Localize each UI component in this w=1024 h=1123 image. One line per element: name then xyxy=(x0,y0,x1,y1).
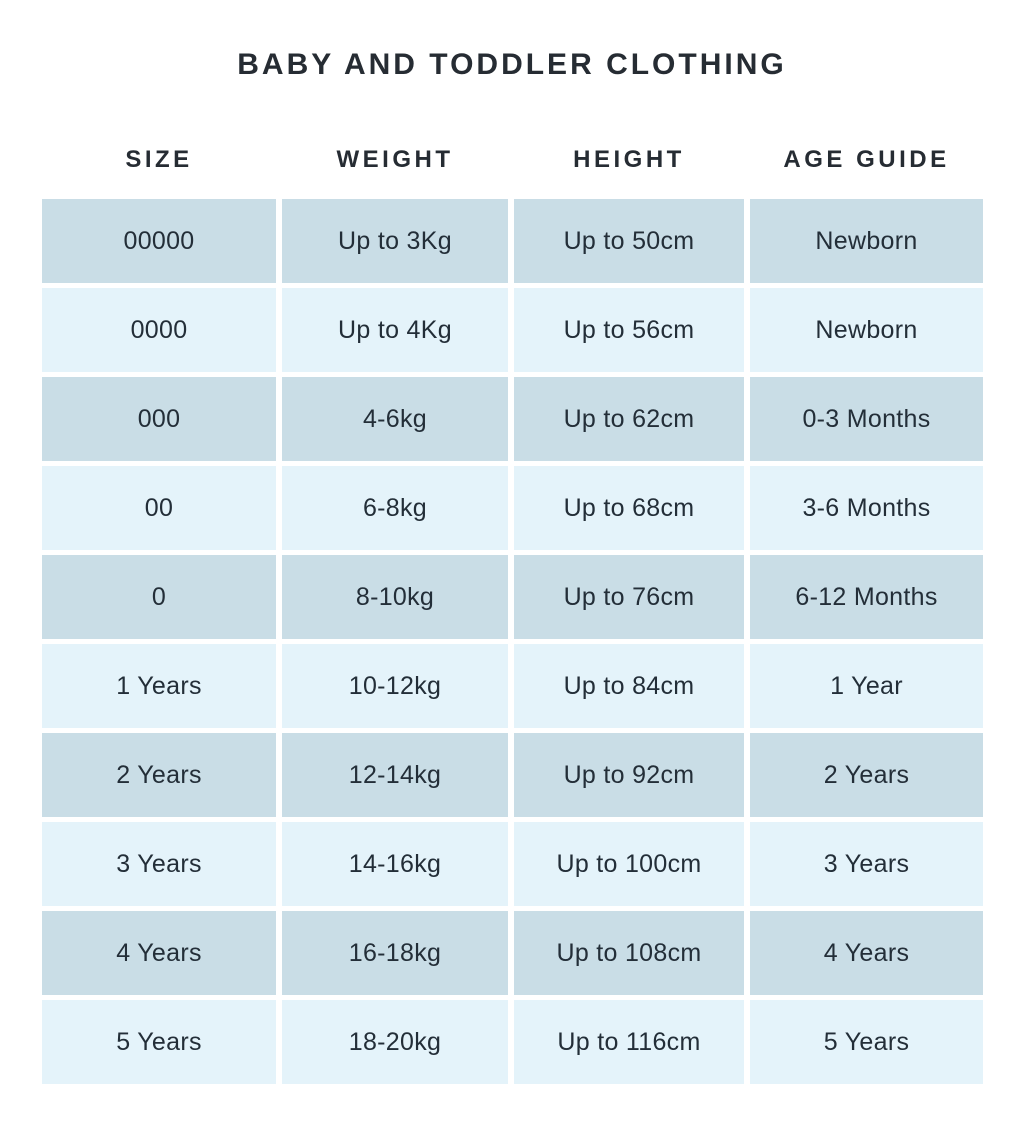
age-cell: 2 Years xyxy=(750,733,983,817)
size-table xyxy=(0,199,1024,1084)
weight-cell: Up to 4Kg xyxy=(282,288,508,372)
height-cell: Up to 92cm xyxy=(514,733,744,817)
age-cell: 3-6 Months xyxy=(750,466,983,550)
height-cell: Up to 84cm xyxy=(514,644,744,728)
height-cell: Up to 108cm xyxy=(514,911,744,995)
table-row xyxy=(42,377,983,461)
height-cell: Up to 76cm xyxy=(514,555,744,639)
size-cell: 0000 xyxy=(42,288,276,372)
table-row xyxy=(42,555,983,639)
height-cell: Up to 116cm xyxy=(514,1000,744,1084)
table-row xyxy=(42,911,983,995)
weight-cell: 6-8kg xyxy=(282,466,508,550)
size-cell: 0 xyxy=(42,555,276,639)
column-header-height: HEIGHT xyxy=(573,145,685,173)
age-cell: 4 Years xyxy=(750,911,983,995)
height-cell: Up to 62cm xyxy=(514,377,744,461)
weight-cell: Up to 3Kg xyxy=(282,199,508,283)
age-cell: 5 Years xyxy=(750,1000,983,1084)
table-row xyxy=(42,466,983,550)
weight-cell: 16-18kg xyxy=(282,911,508,995)
height-cell: Up to 68cm xyxy=(514,466,744,550)
table-row xyxy=(42,199,983,283)
size-cell: 4 Years xyxy=(42,911,276,995)
age-cell: Newborn xyxy=(750,288,983,372)
table-row xyxy=(42,822,983,906)
column-header-size: SIZE xyxy=(125,145,193,173)
size-cell: 000 xyxy=(42,377,276,461)
page-title: BABY AND TODDLER CLOTHING xyxy=(237,48,787,81)
table-row xyxy=(42,733,983,817)
table-row xyxy=(42,288,983,372)
weight-cell: 18-20kg xyxy=(282,1000,508,1084)
age-cell: Newborn xyxy=(750,199,983,283)
weight-cell: 8-10kg xyxy=(282,555,508,639)
table-header-row xyxy=(42,143,983,176)
table-row xyxy=(42,644,983,728)
height-cell: Up to 50cm xyxy=(514,199,744,283)
size-cell: 00000 xyxy=(42,199,276,283)
age-cell: 1 Year xyxy=(750,644,983,728)
weight-cell: 12-14kg xyxy=(282,733,508,817)
height-cell: Up to 100cm xyxy=(514,822,744,906)
age-cell: 6-12 Months xyxy=(750,555,983,639)
weight-cell: 14-16kg xyxy=(282,822,508,906)
table-row xyxy=(42,1000,983,1084)
size-cell: 2 Years xyxy=(42,733,276,817)
size-cell: 3 Years xyxy=(42,822,276,906)
size-cell: 00 xyxy=(42,466,276,550)
size-cell: 5 Years xyxy=(42,1000,276,1084)
weight-cell: 10-12kg xyxy=(282,644,508,728)
weight-cell: 4-6kg xyxy=(282,377,508,461)
size-cell: 1 Years xyxy=(42,644,276,728)
column-header-age-guide: AGE GUIDE xyxy=(783,145,950,173)
age-cell: 0-3 Months xyxy=(750,377,983,461)
height-cell: Up to 56cm xyxy=(514,288,744,372)
column-header-weight: WEIGHT xyxy=(336,145,454,173)
age-cell: 3 Years xyxy=(750,822,983,906)
